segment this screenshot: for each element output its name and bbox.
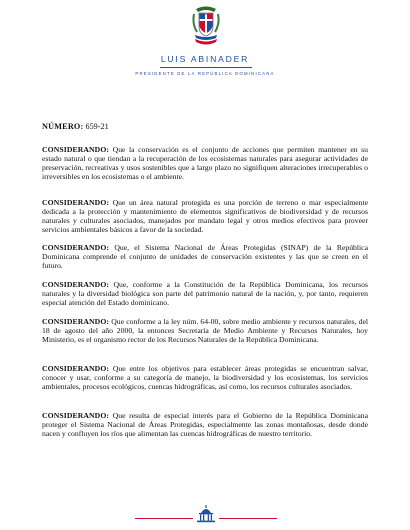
decree-number-label: NÚMERO: <box>42 122 84 131</box>
considerando-text: Que, el Sistema Nacional de Áreas Protegidas (SINAP) de la República Dominicana comprende el conjunto de unidades de conservación existentes y las que se creen en el futuro. <box>42 243 368 270</box>
considerando-keyword: CONSIDERANDO: <box>42 243 110 252</box>
considerando-paragraph <box>42 364 368 391</box>
president-title: PRESIDENTE DE LA REPÚBLICA DOMINICANA <box>135 71 275 76</box>
decree-number-value: 659-21 <box>85 122 109 131</box>
considerando-paragraph <box>42 243 368 270</box>
considerando-keyword: CONSIDERANDO: <box>42 317 110 326</box>
considerando-text: Que resulta de especial interés para el Gobierno de la República Dominicana proteger el Sistema Nacional de Áreas Protegidas, especialmente las zonas montañosas, desde donde nacen y confluyen los ríos que alimentan las cuencas hidrográficas de nuestro territorio. <box>42 411 368 438</box>
considerando-paragraph <box>42 280 368 307</box>
considerando-text: Que conforme a la ley núm. 64-00, sobre medio ambiente y recursos naturales, del 18 de agosto del año 2000, la entonces Secretaría de Medio Ambiente y Recursos Naturales, hoy Ministerio, es el organismo rector de los Recursos Naturales de la República Dominicana. <box>42 317 368 344</box>
president-name: LUIS ABINADER <box>160 54 250 64</box>
header-divider <box>160 67 252 68</box>
considerando-paragraph <box>42 411 368 438</box>
coat-of-arms-icon <box>191 6 221 50</box>
national-palace-icon <box>195 505 217 523</box>
considerando-keyword: CONSIDERANDO: <box>42 411 110 420</box>
considerando-keyword: CONSIDERANDO: <box>42 364 110 373</box>
considerando-paragraph <box>42 198 368 234</box>
footer-divider-right <box>219 518 277 519</box>
considerando-text: Que un área natural protegida es una porción de terreno o mar especialmente dedicada a la protección y mantenimiento de elementos significativos de biodiversidad y de recursos naturales y culturales asociados, manejados por mandato legal y otros medios efectivos para proveer servicios ambientales básicos a favor de la sociedad. <box>42 198 368 234</box>
considerando-keyword: CONSIDERANDO: <box>42 145 110 154</box>
footer-divider-left <box>135 518 193 519</box>
considerando-paragraph <box>42 145 368 181</box>
considerando-paragraph <box>42 317 368 344</box>
considerando-text: Que entre los objetivos para establecer áreas protegidas se encuentran salvar, conocer y usar, conforme a su categoría de manejo, la biodiversidad y los ecosistemas, los servicios ambientales, procesos ecológicos, cuencas hidrográficas, así como, los recursos culturales asociados. <box>42 364 368 391</box>
considerando-keyword: CONSIDERANDO: <box>42 280 110 289</box>
considerando-keyword: CONSIDERANDO: <box>42 198 110 207</box>
considerando-text: Que, conforme a la Constitución de la República Dominicana, los recursos naturales y la diversidad biológica son parte del patrimonio natural de la nación, y, por tanto, requieren especial atención del Estado dominicano. <box>42 280 368 307</box>
decree-number <box>42 122 109 131</box>
considerando-text: Que la conservación es el conjunto de acciones que permiten mantener en su estado natural o que tiendan a la recuperación de los ecosistemas naturales para asegurar actividades de preservación, recreativas y usos sostenibles que a largo plazo no signifiquen alteraciones irrecuperables o irreversibles en los ecosistemas o el ambiente. <box>42 145 368 181</box>
